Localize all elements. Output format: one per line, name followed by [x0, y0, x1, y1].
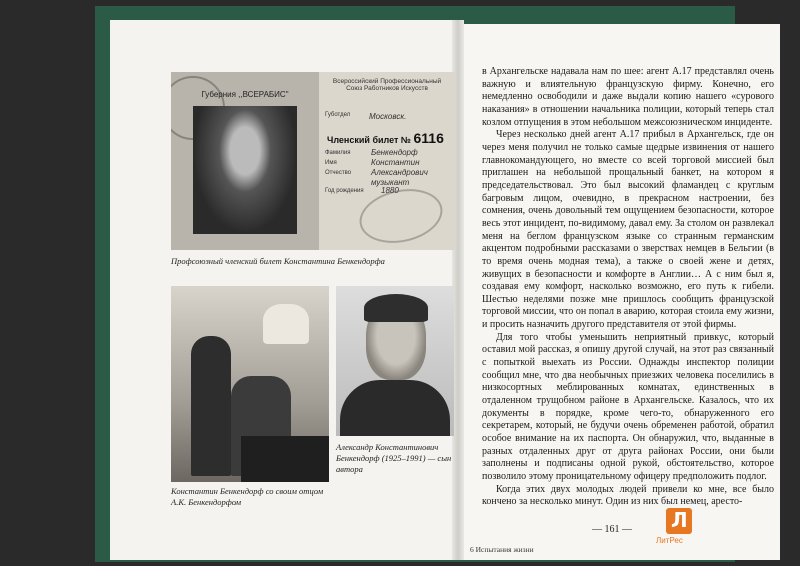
paragraph-3: Для того чтобы уменьшить неприятный привкус, который оставил мой рассказ, я опишу другой случай, на этот раз связанный с попыткой выехать из России. Однажды инспектор полиции сообщил мне, что два необычных приезжих человека поселились в низкосортных меблированных комнатах, единственных в отдаленном трущобном районе в Архангельске. Казалось, что их документы в порядке, кроме чего-то, обнаруженного его секретарем, который, не будучи очень обременен работой, обратил особое внимание на их паспорта. Он обнаружил, что, выданные в разных отдаленных друг от друга районах России, они были заполнены и подписаны одной рукой, обстоятельство, которое позволило этому проницательному офицеру предположить подлог.	[482, 331, 774, 482]
member-number-value: 6116	[413, 130, 444, 146]
logo-letter: Л	[671, 508, 688, 532]
name-label: Имя	[325, 160, 337, 166]
birth-label: Год рождения	[325, 188, 364, 194]
name-value: Константин	[371, 158, 420, 167]
gubotdel-label: Губотдел	[325, 112, 351, 118]
card-portrait-side	[171, 72, 320, 250]
litres-logo	[656, 508, 714, 552]
stamp-oval	[355, 182, 448, 250]
paragraph-2: Через несколько дней агент А.17 прибыл в Архангельск, где он через меня получил не только самые щедрые извинения от нашего главнокомандующего, но вместе со всей торговой миссией был приглашен на небольшой прощальный банкет, на котором я председательствовал. Это был высокий фламандец с круглым багровым лицом, очевидно, в прекрасном настроении, без сомнения, очень довольный тем ощущением безопасности, которое весь этот инцидент, по-видимому, давал ему. За столом он развлекал меня на беглом французском языке со странным германским акцентом подробными рассказами о зверствах немцев в Бельгии (в то время очень модная тема), а также о своей жене и детях, живущих в безопасности и комфорте в Англии… А с ним был я, создавая ему комфорт, насколько возможно, его путь к гибели. Шестью неделями позже мне пришлось сообщить французской торговой миссии, что он попал в аварию, которая стоила ему жизни, и просить назначить другого представителя от этой фирмы.	[482, 129, 774, 331]
logo-site: ЛитРес	[656, 536, 683, 545]
son-portrait-photo	[336, 286, 454, 436]
union-head: Всероссийский Профессиональный Союз Работников Искусств	[332, 78, 442, 92]
paragraph-4: Когда этих двух молодых людей привели ко мне, все было кончено за несколько минут. Один из них был немец, аресто-	[482, 483, 774, 508]
body-text	[482, 66, 774, 509]
birth-value: 1880	[381, 186, 399, 195]
member-number-label: Членский билет №	[327, 135, 411, 145]
patronymic-value: Александрович	[371, 168, 428, 177]
card-info-side	[319, 72, 455, 250]
portrait-image	[193, 106, 297, 234]
membership-card-photo	[171, 72, 455, 250]
standing-man	[191, 336, 231, 476]
surname-label: Фамилия	[325, 150, 351, 156]
series-title: 6 Испытания жизни	[470, 545, 534, 554]
lamp-shape	[263, 304, 309, 344]
card-org: Губерния ,,ВСЕРАБИС"	[201, 90, 289, 99]
suit-shape	[340, 380, 450, 436]
piano-shape	[241, 436, 329, 482]
member-number	[327, 130, 444, 146]
surname-value: Бенкендорф	[371, 148, 418, 157]
father-son-photo	[171, 286, 329, 482]
caption-son: Александр Константинович Бенкендорф (1925–1991) — сын автора	[336, 442, 452, 474]
paragraph-1: в Архангельске надавала нам по шее: агент А.17 представлял очень важную и влиятельную французскую фирму. Конечно, его немедленно освободили и даже выдали копию нашего «сурового наказания» в отношении начальника полиции, который теперь стал козлом отпущения в этом небольшом межсоюзническом инциденте.	[482, 66, 774, 128]
caption-card: Профсоюзный членский билет Константина Бенкендорфа	[171, 256, 385, 266]
caption-father: Константин Бенкендорф со своим отцом А.К. Бенкендорфом	[171, 486, 324, 507]
hair-shape	[364, 294, 428, 322]
profession-value: музыкант	[371, 178, 410, 187]
page-number: — 161 —	[592, 524, 632, 535]
patronymic-label: Отчество	[325, 170, 352, 176]
gubotdel-value: Московск.	[369, 112, 407, 121]
